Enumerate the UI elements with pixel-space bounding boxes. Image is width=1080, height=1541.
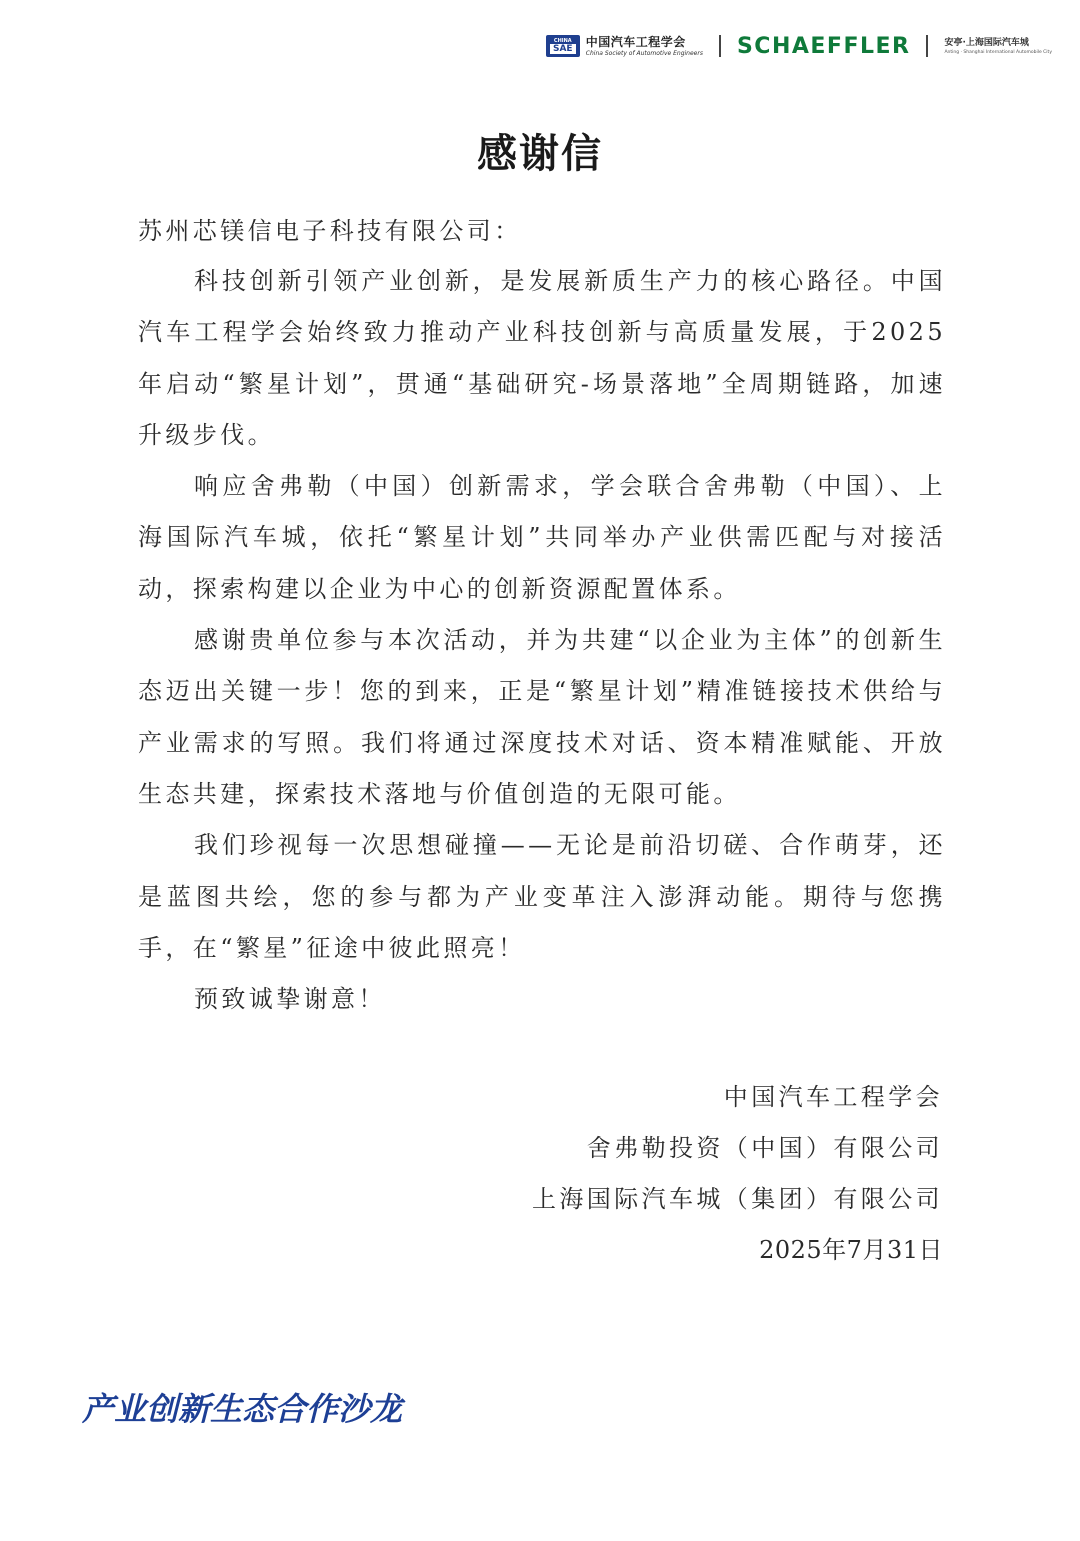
paragraph: 响应舍弗勒（中国）创新需求，学会联合舍弗勒（中国）、上海国际汽车城，依托“繁星计划”共同举办产业供需匹配与对接活动，探索构建以企业为中心的创新资源配置体系。 (138, 472, 946, 603)
letter-title: 感谢信 (477, 131, 603, 177)
sae-badge-icon (546, 35, 580, 57)
sae-logo (546, 35, 703, 58)
logo-divider (719, 35, 721, 57)
signature-org: 中国汽车工程学会 (723, 1083, 943, 1111)
footer-slogan: 产业创新生态合作沙龙 (82, 1390, 403, 1428)
paragraph: 我们珍视每一次思想碰撞——无论是前沿切磋、合作萌芽，还是蓝图共绘，您的参与都为产业变革注入澎湃动能。期待与您携手，在“繁星”征途中彼此照亮！ (138, 831, 946, 962)
signature-block (532, 1072, 943, 1276)
paragraph: 科技创新引领产业创新，是发展新质生产力的核心路径。中国汽车工程学会始终致力推动产业科技创新与高质量发展，于2025年启动“繁星计划”，贯通“基础研究-场景落地”全周期链路，加速升级步伐。 (138, 267, 946, 449)
header-logos (546, 30, 1052, 62)
anting-logo (944, 37, 1052, 56)
sae-badge-bottom: SAE (550, 44, 576, 54)
sae-text (586, 35, 703, 58)
letter-body (138, 206, 946, 1025)
sae-name-en: China Society of Automotive Engineers (585, 49, 703, 57)
anting-name-cn: 安亭·上海国际汽车城 (944, 37, 1029, 48)
signature-org: 舍弗勒投资（中国）有限公司 (586, 1134, 943, 1162)
sae-badge-top: CHINA (553, 38, 572, 44)
salutation: 苏州芯镁信电子科技有限公司： (138, 217, 522, 245)
anting-name-en: Anting · Shanghai International Automobile City (944, 49, 1052, 55)
closing-line: 预致诚挚谢意！ (194, 985, 386, 1014)
signature-date: 2025年7月31日 (759, 1236, 943, 1264)
schaeffler-logo: SCHAEFFLER (736, 33, 911, 59)
logo-divider (926, 35, 928, 57)
signature-org: 上海国际汽车城（集团）有限公司 (532, 1185, 943, 1213)
paragraph: 感谢贵单位参与本次活动，并为共建“以企业为主体”的创新生态迈出关键一步！您的到来，正是“繁星计划”精准链接技术供给与产业需求的写照。我们将通过深度技术对话、资本精准赋能、开放生态共建，探索技术落地与价值创造的无限可能。 (138, 626, 946, 808)
sae-name-cn: 中国汽车工程学会 (585, 34, 686, 49)
